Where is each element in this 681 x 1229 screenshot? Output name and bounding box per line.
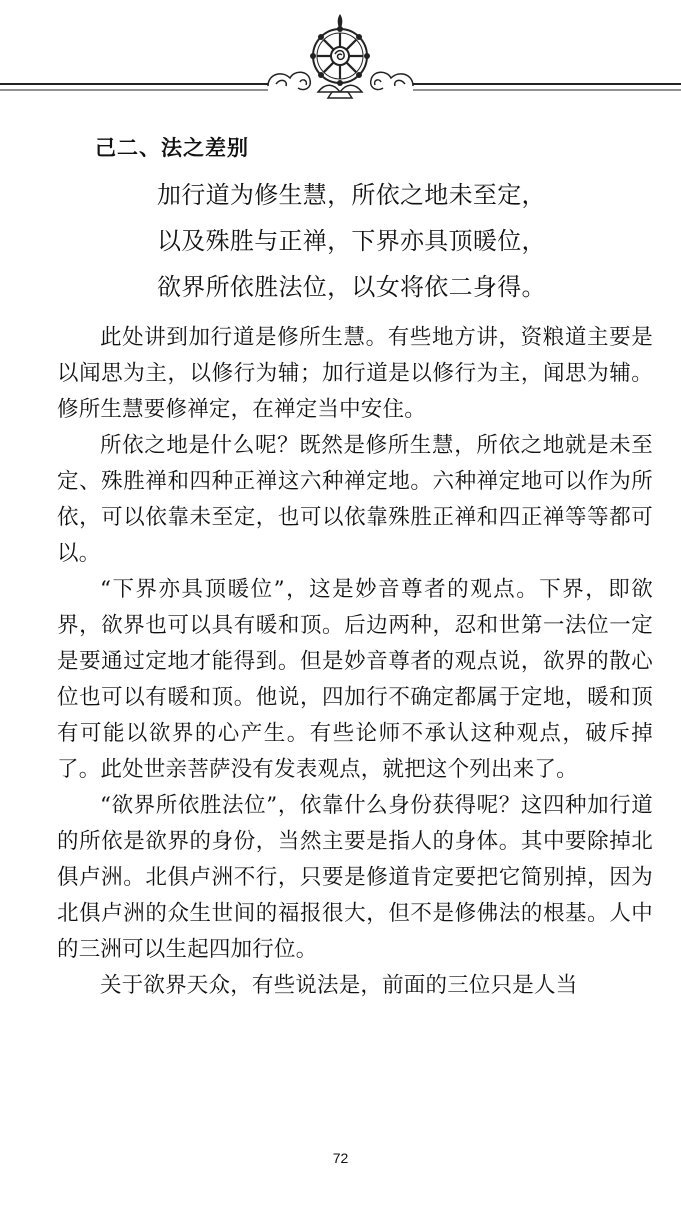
verse-block: [157, 172, 546, 310]
commentary-body: [57, 320, 653, 1004]
verse-line: 以及殊胜与正禅，下界亦具顶暖位，: [157, 227, 546, 255]
verse-line: 欲界所依胜法位，以女将依二身得。: [157, 273, 546, 301]
dharma-wheel-header-ornament: [0, 0, 681, 110]
paragraph: “下界亦具顶暖位”，这是妙音尊者的观点。下界，即欲界，欲界也可以具有暖和顶。后边两种，忍和世第一法位一定是要通过定地才能得到。但是妙音尊者的观点说，欲界的散心位也可以有暖和顶。他说，四加行不确定都属于定地，暖和顶有可能以欲界的心产生。有些论师不承认这种观点，破斥掉了。此处世亲菩萨没有发表观点，就把这个列出来了。: [57, 577, 653, 782]
verse-line: 加行道为修生慧，所依之地未至定，: [157, 181, 546, 209]
page-number: 72: [332, 1150, 349, 1166]
paragraph: 此处讲到加行道是修所生慧。有些地方讲，资粮道主要是以闻思为主，以修行为辅；加行道是以修行为主，闻思为辅。修所生慧要修禅定，在禅定当中安住。: [57, 325, 653, 422]
section-heading: 己二、法之差别: [95, 136, 249, 160]
paragraph: 关于欲界天众，有些说法是，前面的三位只是人当: [100, 973, 578, 998]
paragraph: 所依之地是什么呢？既然是修所生慧，所依之地就是未至定、殊胜禅和四种正禅这六种禅定地。六种禅定地可以作为所依，可以依靠未至定，也可以依靠殊胜正禅和四正禅等等都可以。: [57, 433, 653, 566]
paragraph: “欲界所依胜法位”，依靠什么身份获得呢？这四种加行道的所依是欲界的身份，当然主要是指人的身体。其中要除掉北俱卢洲。北俱卢洲不行，只要是修道肯定要把它简别掉，因为北俱卢洲的众生世间的福报很大，但不是修佛法的根基。人中的三洲可以生起四加行位。: [57, 793, 653, 962]
